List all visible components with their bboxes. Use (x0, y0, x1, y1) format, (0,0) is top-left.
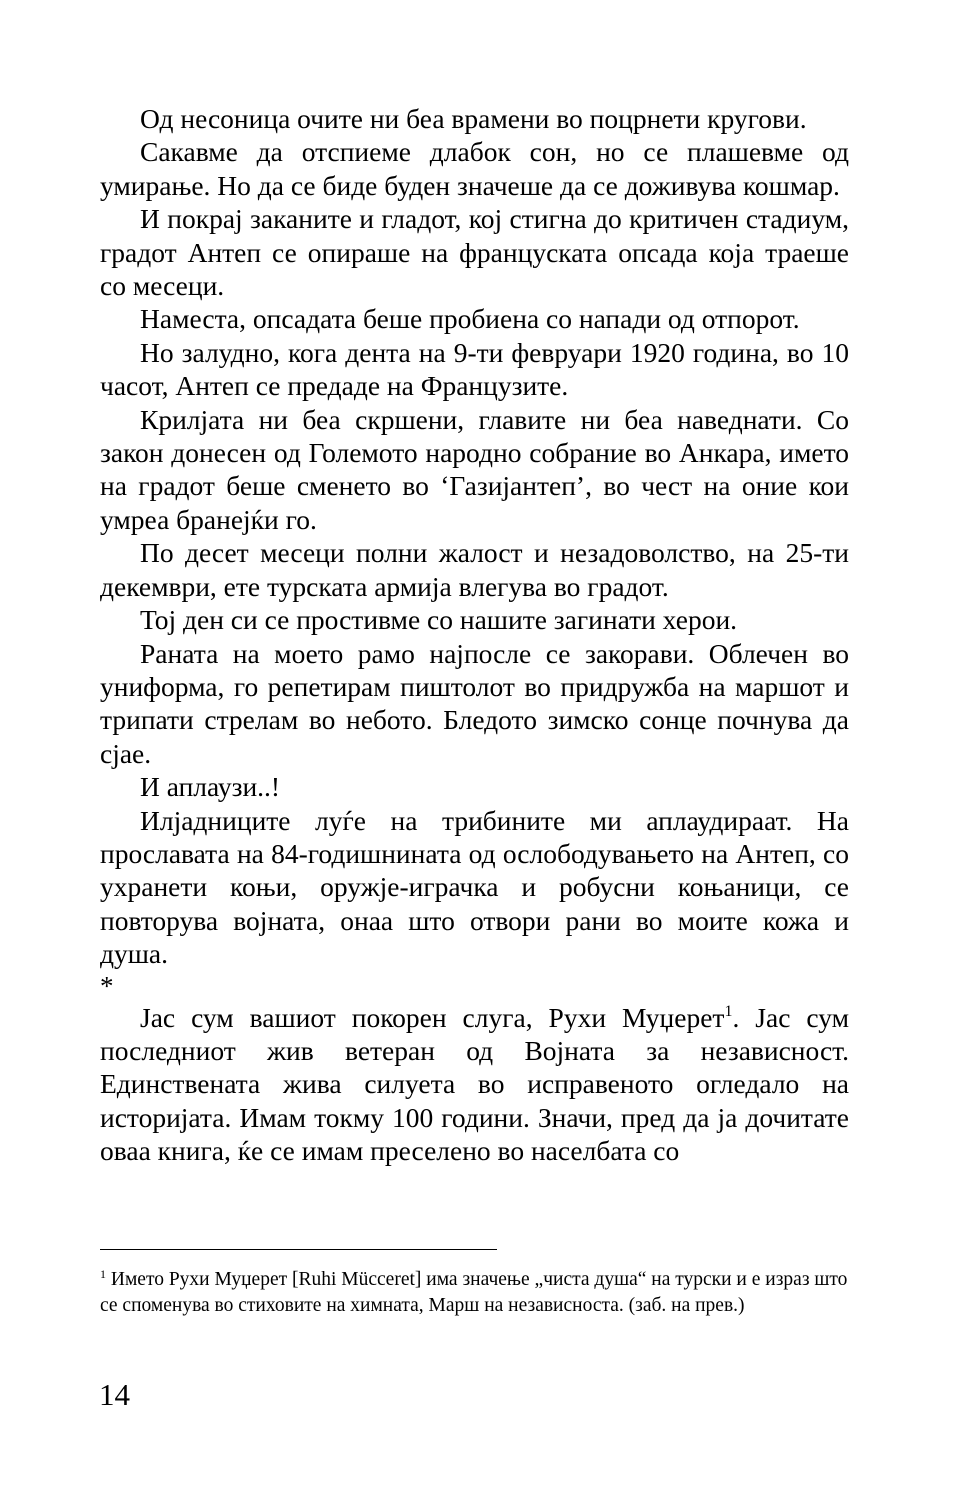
paragraph: И покрај заканите и гладот, кој стигна до критичен стадиум, градот Антеп се опираше на француската опсада која траеше со месеци. (100, 203, 849, 302)
section-separator: * (100, 970, 114, 1001)
paragraph: Сакавме да отспиеме длабок сон, но се плашевме од умирање. Но да се биде буден значеше да се доживува кошмар. (100, 136, 849, 201)
page-number: 14 (99, 1377, 130, 1412)
paragraph: Но залудно, кога дента на 9-ти февруари 1920 година, во 10 часот, Антеп се предаде на Французите. (100, 336, 849, 402)
main-text (100, 102, 849, 1168)
footnote-text: Името Рухи Муџерет [Ruhi Mücceret] има значење „чиста душа“ на турски и е израз што се споменува во стиховите на химната, Марш на независноста. (заб. на прев.) (100, 1269, 848, 1316)
paragraph: Илјадниците луѓе на трибините ми аплаудираат. На прославата на 84-годишнината од ослободувањето на Антеп, со ухранети коњи, оружје-играчка и робусни коњаници, се повторува војната, онаа што отвори рани во моите кожа и душа. (100, 804, 849, 970)
paragraph-text: . Јас сум последниот жив ветеран од Војната за независност. Единствената жива силуета во исправеното огледало на историјата. Имам токму 100 години. Значи, пред да ја дочитате оваа книга, ќе се имам преселено во населбата со (100, 1001, 849, 1167)
paragraph: Раната на моето рамо најпосле се закорави. Облечен во униформа, го репетирам пиштолот во придружба на маршот и трипати стрелам во небото. Бледото зимско сонце почнува да сјае. (100, 637, 849, 769)
footnote-reference[interactable]: 1 (724, 1002, 733, 1020)
paragraph: Наместа, опсадата беше пробиена со напади од отпорот. (140, 303, 800, 335)
paragraph: И аплаузи..! (140, 771, 281, 803)
paragraph: Од несоница очите ни беа врамени во поцрнети кругови. (140, 103, 807, 134)
footnote-marker: 1 (100, 1267, 106, 1281)
paragraph-text: Јас сум вашиот покорен слуга, Рухи Муџерет (140, 1001, 725, 1033)
paragraph: Крилјата ни беа скршени, главите ни беа наведнати. Со закон донесен од Големото народно собрание во Анкара, името на градот беше сменето во ‘Газијантеп’, во чест на оние кои умреа бранејќи го. (100, 403, 849, 535)
paragraph: Тој ден си се простивме со нашите загинати херои. (140, 604, 738, 636)
paragraph-with-footnote (100, 1001, 849, 1168)
paragraph: По десет месеци полни жалост и незадоволство, на 25-ти декември, ете турската армија влегува во градот. (100, 537, 849, 602)
footnote (100, 1267, 849, 1319)
footnote-divider (100, 1249, 497, 1250)
